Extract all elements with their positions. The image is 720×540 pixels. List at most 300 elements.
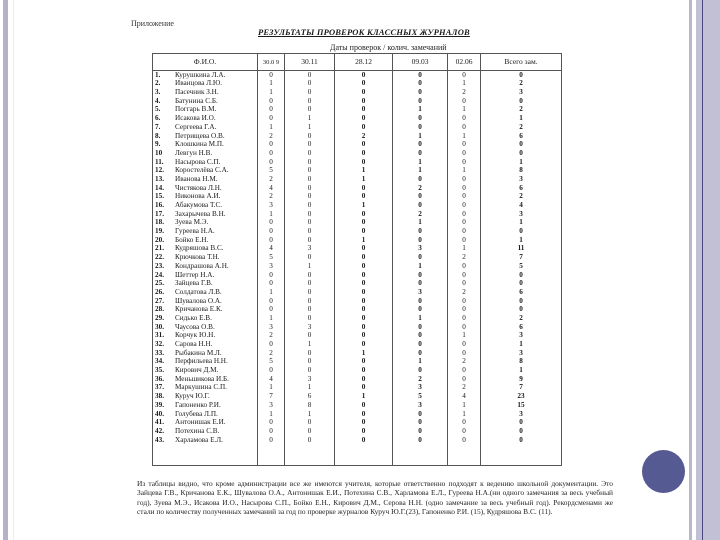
table-row xyxy=(153,71,562,80)
cell-date-3: 1 xyxy=(335,392,393,401)
teacher-name: Петрищева О.В. xyxy=(175,131,225,140)
cell-total: 1 xyxy=(481,340,562,349)
row-number: 40. xyxy=(155,409,164,418)
teacher-name: Зуева М.Э. xyxy=(175,218,209,227)
teacher-name: Иванцова Л.Ю. xyxy=(175,79,223,88)
table-header-row xyxy=(153,54,562,71)
cell-fio xyxy=(153,392,258,401)
cell-date-4: 0 xyxy=(393,332,448,341)
cell-date-3: 0 xyxy=(335,427,393,436)
cell-total: 0 xyxy=(481,427,562,436)
cell-date-4: 0 xyxy=(393,114,448,123)
cell-fio xyxy=(153,262,258,271)
teacher-name: Пасечник З.Н. xyxy=(175,88,219,97)
cell-date-2: 0 xyxy=(285,427,335,436)
cell-date-3: 0 xyxy=(335,106,393,115)
cell-date-2: 1 xyxy=(285,410,335,419)
empty-cell xyxy=(481,445,562,466)
header-date-5: 02.06 xyxy=(448,54,481,71)
row-number: 18. xyxy=(155,218,164,227)
teacher-name: Поггарь В.М. xyxy=(175,105,217,114)
cell-date-2: 1 xyxy=(285,114,335,123)
cell-date-1: 4 xyxy=(258,375,285,384)
cell-total: 6 xyxy=(481,323,562,332)
cell-date-4: 0 xyxy=(393,436,448,445)
teacher-name: Куруч Ю.Г. xyxy=(175,392,210,401)
cell-date-3: 0 xyxy=(335,271,393,280)
cell-date-5: 0 xyxy=(448,193,481,202)
cell-fio xyxy=(153,175,258,184)
cell-fio xyxy=(153,349,258,358)
cell-date-1: 3 xyxy=(258,201,285,210)
cell-fio xyxy=(153,184,258,193)
cell-fio xyxy=(153,340,258,349)
cell-date-3: 0 xyxy=(335,436,393,445)
cell-date-3: 0 xyxy=(335,184,393,193)
cell-date-2: 0 xyxy=(285,132,335,141)
cell-date-5: 0 xyxy=(448,97,481,106)
cell-fio xyxy=(153,245,258,254)
cell-date-3: 0 xyxy=(335,245,393,254)
table-row xyxy=(153,401,562,410)
cell-fio xyxy=(153,427,258,436)
cell-date-4: 0 xyxy=(393,340,448,349)
row-number: 34. xyxy=(155,357,164,366)
cell-date-1: 0 xyxy=(258,366,285,375)
table-row xyxy=(153,227,562,236)
cell-fio xyxy=(153,201,258,210)
cell-date-3: 0 xyxy=(335,314,393,323)
cell-date-1: 2 xyxy=(258,349,285,358)
table-row xyxy=(153,123,562,132)
row-number: 36. xyxy=(155,375,164,383)
cell-date-3: 1 xyxy=(335,349,393,358)
row-number: 4. xyxy=(155,97,161,105)
teacher-name: Рыбакина М.Л. xyxy=(175,349,222,357)
row-number: 26. xyxy=(155,288,164,296)
cell-date-4: 0 xyxy=(393,366,448,375)
cell-date-1: 2 xyxy=(258,193,285,202)
cell-date-1: 0 xyxy=(258,419,285,428)
cell-date-3: 0 xyxy=(335,123,393,132)
cell-fio xyxy=(153,375,258,384)
cell-total: 0 xyxy=(481,436,562,445)
cell-date-1: 0 xyxy=(258,306,285,315)
cell-date-5: 0 xyxy=(448,349,481,358)
cell-date-3: 0 xyxy=(335,323,393,332)
cell-date-4: 3 xyxy=(393,288,448,297)
row-number: 1. xyxy=(155,70,161,79)
cell-date-5: 0 xyxy=(448,375,481,384)
empty-cell xyxy=(258,445,285,466)
cell-date-5: 0 xyxy=(448,271,481,280)
cell-date-1: 0 xyxy=(258,427,285,436)
cell-date-4: 0 xyxy=(393,271,448,280)
cell-fio xyxy=(153,401,258,410)
teacher-name: Клошкина М.П. xyxy=(175,140,224,149)
teacher-name: Сергеева Г.А. xyxy=(175,123,217,131)
dates-caption: Даты проверок / колич. замечаний xyxy=(330,43,447,52)
cell-date-2: 0 xyxy=(285,349,335,358)
cell-date-2: 0 xyxy=(285,306,335,315)
row-number: 6. xyxy=(155,114,161,123)
cell-date-2: 0 xyxy=(285,219,335,228)
cell-date-4: 3 xyxy=(393,384,448,393)
cell-fio xyxy=(153,210,258,219)
conclusion-paragraph: Из таблицы видно, что кроме администрации все же имеются учителя, которые ответственно подходят к ведению школьной документации. Это Зайцева Г.В., Кричанова Е.К., Шувалова О.А., Антонишак Е.И., Потехина С.В., Харламова Е.Л., Гуреева Н.А.(ни одного замечания за весь учебный год), Зуева М.Э., Исакова И.О., Насырова С.П., Бойко Е.Н., Кирович Д.М., Серова Н.Н. (одно замечание за весь учебный год). Рекордсменами же стали по количеству полученных замечаний за год по проверке журналов Куруч Ю.Г.(23), Гапоненко Р.И. (15), Кудряшова В.С. (11). xyxy=(137,479,613,516)
teacher-name: Исакова И.О. xyxy=(175,114,216,123)
cell-date-1: 5 xyxy=(258,253,285,262)
teacher-name: Харламова Е.Л. xyxy=(175,435,223,444)
table-row xyxy=(153,97,562,106)
cell-total: 0 xyxy=(481,306,562,315)
cell-fio xyxy=(153,297,258,306)
cell-date-2: 0 xyxy=(285,253,335,262)
table-row xyxy=(153,262,562,271)
cell-date-3: 1 xyxy=(335,175,393,184)
cell-date-1: 0 xyxy=(258,114,285,123)
cell-total: 8 xyxy=(481,167,562,176)
table-row xyxy=(153,366,562,375)
teacher-name: Шувалова О.А. xyxy=(175,296,222,305)
cell-date-1: 0 xyxy=(258,149,285,158)
cell-date-3: 0 xyxy=(335,253,393,262)
cell-date-3: 0 xyxy=(335,297,393,306)
table-row xyxy=(153,253,562,262)
cell-date-1: 0 xyxy=(258,297,285,306)
row-number: 14. xyxy=(155,183,164,192)
teacher-name: Кричанова Е.К. xyxy=(175,305,223,314)
table-row xyxy=(153,314,562,323)
table-row xyxy=(153,141,562,150)
cell-date-2: 3 xyxy=(285,245,335,254)
cell-date-2: 0 xyxy=(285,193,335,202)
cell-total: 6 xyxy=(481,184,562,193)
cell-date-4: 0 xyxy=(393,201,448,210)
cell-date-4: 0 xyxy=(393,193,448,202)
cell-date-1: 7 xyxy=(258,392,285,401)
cell-total: 2 xyxy=(481,314,562,323)
teacher-name: Бойко Е.Н. xyxy=(175,236,209,244)
cell-date-1: 1 xyxy=(258,210,285,219)
frame-right-accent-line xyxy=(702,0,703,540)
row-number: 30. xyxy=(155,322,164,331)
cell-date-3: 0 xyxy=(335,306,393,315)
cell-fio xyxy=(153,80,258,89)
cell-total: 23 xyxy=(481,392,562,401)
cell-date-2: 6 xyxy=(285,392,335,401)
cell-date-1: 1 xyxy=(258,314,285,323)
cell-total: 2 xyxy=(481,193,562,202)
header-date-1: 30.0 9 xyxy=(258,54,285,71)
teacher-name: Коростелёва С.А. xyxy=(175,166,229,175)
row-number: 35. xyxy=(155,366,164,375)
cell-date-4: 1 xyxy=(393,314,448,323)
table-row xyxy=(153,297,562,306)
cell-total: 4 xyxy=(481,201,562,210)
cell-total: 2 xyxy=(481,123,562,132)
table-row xyxy=(153,271,562,280)
teacher-name: Кудряшова В.С. xyxy=(175,244,224,253)
cell-date-4: 1 xyxy=(393,158,448,167)
cell-date-2: 0 xyxy=(285,149,335,158)
cell-fio xyxy=(153,306,258,315)
cell-fio xyxy=(153,114,258,123)
cell-date-2: 0 xyxy=(285,288,335,297)
cell-date-5: 0 xyxy=(448,141,481,150)
cell-date-4: 0 xyxy=(393,141,448,150)
cell-date-4: 0 xyxy=(393,80,448,89)
cell-date-2: 1 xyxy=(285,384,335,393)
row-number: 37. xyxy=(155,383,164,392)
cell-date-5: 0 xyxy=(448,114,481,123)
cell-date-1: 0 xyxy=(258,71,285,80)
cell-date-5: 0 xyxy=(448,158,481,167)
table-row xyxy=(153,392,562,401)
cell-date-4: 0 xyxy=(393,306,448,315)
cell-date-2: 1 xyxy=(285,340,335,349)
header-date-3: 28.12 xyxy=(335,54,393,71)
table-row xyxy=(153,306,562,315)
cell-date-3: 0 xyxy=(335,193,393,202)
cell-date-5: 0 xyxy=(448,184,481,193)
row-number: 16. xyxy=(155,201,164,210)
cell-date-4: 0 xyxy=(393,349,448,358)
cell-date-1: 0 xyxy=(258,158,285,167)
cell-date-3: 0 xyxy=(335,227,393,236)
teacher-name: Никонова А.И. xyxy=(175,192,221,201)
table-body xyxy=(153,71,562,466)
cell-date-5: 1 xyxy=(448,410,481,419)
row-number: 27. xyxy=(155,296,164,305)
teacher-name: Чаусова О.В. xyxy=(175,322,215,331)
teacher-name: Иванова Н.М. xyxy=(175,175,218,183)
cell-date-3: 0 xyxy=(335,340,393,349)
cell-date-4: 0 xyxy=(393,236,448,245)
cell-date-5: 0 xyxy=(448,262,481,271)
cell-date-4: 5 xyxy=(393,392,448,401)
cell-date-3: 0 xyxy=(335,288,393,297)
cell-date-2: 0 xyxy=(285,80,335,89)
cell-date-5: 0 xyxy=(448,123,481,132)
cell-date-2: 0 xyxy=(285,175,335,184)
cell-date-5: 0 xyxy=(448,280,481,289)
cell-date-1: 0 xyxy=(258,141,285,150)
cell-total: 5 xyxy=(481,262,562,271)
cell-total: 1 xyxy=(481,219,562,228)
cell-date-2: 1 xyxy=(285,123,335,132)
cell-total: 0 xyxy=(481,141,562,150)
cell-date-4: 0 xyxy=(393,123,448,132)
teacher-name: Гуреева Н.А. xyxy=(175,227,215,236)
teacher-name: Маркушина С.П. xyxy=(175,383,227,392)
cell-total: 1 xyxy=(481,114,562,123)
cell-date-1: 3 xyxy=(258,401,285,410)
cell-date-4: 2 xyxy=(393,375,448,384)
cell-date-2: 0 xyxy=(285,184,335,193)
table-row xyxy=(153,349,562,358)
cell-total: 7 xyxy=(481,384,562,393)
table-row xyxy=(153,236,562,245)
cell-fio xyxy=(153,253,258,262)
cell-date-3: 0 xyxy=(335,419,393,428)
cell-fio xyxy=(153,132,258,141)
cell-date-4: 0 xyxy=(393,71,448,80)
cell-date-4: 0 xyxy=(393,280,448,289)
cell-fio xyxy=(153,227,258,236)
cell-date-3: 0 xyxy=(335,358,393,367)
teacher-name: Меньшикова И.Б. xyxy=(175,375,229,383)
cell-date-4: 1 xyxy=(393,262,448,271)
cell-date-3: 0 xyxy=(335,384,393,393)
cell-date-2: 0 xyxy=(285,201,335,210)
teacher-name: Шеттер Н.А. xyxy=(175,270,215,279)
row-number: 32. xyxy=(155,340,164,349)
cell-date-2: 0 xyxy=(285,88,335,97)
cell-date-1: 0 xyxy=(258,340,285,349)
table-row xyxy=(153,332,562,341)
cell-date-3: 0 xyxy=(335,262,393,271)
cell-date-2: 0 xyxy=(285,366,335,375)
cell-total: 1 xyxy=(481,366,562,375)
cell-date-3: 0 xyxy=(335,219,393,228)
cell-total: 0 xyxy=(481,97,562,106)
table-row xyxy=(153,132,562,141)
cell-date-5: 0 xyxy=(448,227,481,236)
results-table xyxy=(152,53,562,466)
cell-date-5: 0 xyxy=(448,427,481,436)
cell-date-5: 1 xyxy=(448,132,481,141)
cell-date-3: 0 xyxy=(335,97,393,106)
teacher-name: Зайцева Г.В. xyxy=(175,279,213,288)
cell-total: 2 xyxy=(481,80,562,89)
cell-date-4: 0 xyxy=(393,97,448,106)
table-row xyxy=(153,219,562,228)
cell-date-4: 1 xyxy=(393,358,448,367)
teacher-name: Сидько Е.В. xyxy=(175,314,212,322)
cell-date-4: 0 xyxy=(393,323,448,332)
row-number: 41. xyxy=(155,418,164,427)
cell-date-5: 2 xyxy=(448,253,481,262)
cell-date-5: 0 xyxy=(448,210,481,219)
cell-fio xyxy=(153,410,258,419)
cell-date-2: 0 xyxy=(285,141,335,150)
document-title: РЕЗУЛЬТАТЫ ПРОВЕРОК КЛАССНЫХ ЖУРНАЛОВ xyxy=(258,27,470,37)
cell-date-2: 0 xyxy=(285,106,335,115)
table-row xyxy=(153,280,562,289)
cell-date-1: 5 xyxy=(258,358,285,367)
row-number: 31. xyxy=(155,331,164,340)
cell-date-2: 0 xyxy=(285,167,335,176)
empty-cell xyxy=(285,445,335,466)
table-row xyxy=(153,245,562,254)
cell-date-5: 0 xyxy=(448,323,481,332)
cell-date-5: 1 xyxy=(448,401,481,410)
table-row xyxy=(153,419,562,428)
frame-left-bar xyxy=(3,0,8,540)
cell-date-4: 0 xyxy=(393,419,448,428)
cell-date-2: 0 xyxy=(285,332,335,341)
table-row xyxy=(153,88,562,97)
table-row xyxy=(153,384,562,393)
cell-total: 3 xyxy=(481,332,562,341)
cell-date-5: 0 xyxy=(448,419,481,428)
row-number: 21. xyxy=(155,244,164,253)
row-number: 33. xyxy=(155,349,164,357)
row-number: 25. xyxy=(155,279,164,288)
cell-total: 7 xyxy=(481,253,562,262)
cell-date-1: 1 xyxy=(258,384,285,393)
cell-date-2: 0 xyxy=(285,227,335,236)
row-number: 20. xyxy=(155,236,164,244)
row-number: 17. xyxy=(155,210,164,218)
cell-date-4: 2 xyxy=(393,210,448,219)
row-number: 43. xyxy=(155,435,164,444)
cell-total: 0 xyxy=(481,297,562,306)
cell-date-1: 4 xyxy=(258,184,285,193)
cell-date-1: 4 xyxy=(258,245,285,254)
cell-total: 2 xyxy=(481,106,562,115)
table-row xyxy=(153,340,562,349)
cell-date-1: 0 xyxy=(258,219,285,228)
cell-date-2: 0 xyxy=(285,314,335,323)
cell-fio xyxy=(153,384,258,393)
cell-total: 3 xyxy=(481,88,562,97)
cell-date-3: 1 xyxy=(335,167,393,176)
cell-date-1: 1 xyxy=(258,88,285,97)
cell-fio xyxy=(153,123,258,132)
header-fio: Ф.И.О. xyxy=(153,54,258,71)
cell-fio xyxy=(153,193,258,202)
teacher-name: Солдатова Л.В. xyxy=(175,288,222,296)
row-number: 22. xyxy=(155,253,164,262)
cell-total: 3 xyxy=(481,210,562,219)
cell-total: 0 xyxy=(481,149,562,158)
table-filler-row xyxy=(153,445,562,466)
table-row xyxy=(153,210,562,219)
header-date-2: 30.11 xyxy=(285,54,335,71)
cell-date-5: 0 xyxy=(448,175,481,184)
cell-date-4: 0 xyxy=(393,175,448,184)
cell-date-1: 0 xyxy=(258,227,285,236)
row-number: 12. xyxy=(155,166,164,175)
cell-total: 6 xyxy=(481,288,562,297)
table-row xyxy=(153,106,562,115)
cell-date-1: 1 xyxy=(258,80,285,89)
teacher-name: Левгун Н.В. xyxy=(175,149,213,157)
cell-date-3: 0 xyxy=(335,210,393,219)
teacher-name: Крючкова Т.Н. xyxy=(175,253,220,262)
cell-date-5: 0 xyxy=(448,340,481,349)
table-row xyxy=(153,167,562,176)
table-row xyxy=(153,375,562,384)
cell-date-3: 0 xyxy=(335,80,393,89)
cell-date-1: 0 xyxy=(258,106,285,115)
cell-date-4: 0 xyxy=(393,427,448,436)
cell-date-1: 0 xyxy=(258,236,285,245)
cell-date-1: 3 xyxy=(258,323,285,332)
cell-date-4: 2 xyxy=(393,184,448,193)
appendix-label: Приложение xyxy=(131,19,174,28)
teacher-name: Гапоненко Р.И. xyxy=(175,401,221,409)
empty-cell xyxy=(153,445,258,466)
frame-right-line xyxy=(689,0,692,540)
row-number: 9. xyxy=(155,140,161,149)
cell-date-5: 4 xyxy=(448,392,481,401)
header-date-4: 09.03 xyxy=(393,54,448,71)
teacher-name: Потехина С.В. xyxy=(175,427,220,435)
cell-date-1: 2 xyxy=(258,332,285,341)
